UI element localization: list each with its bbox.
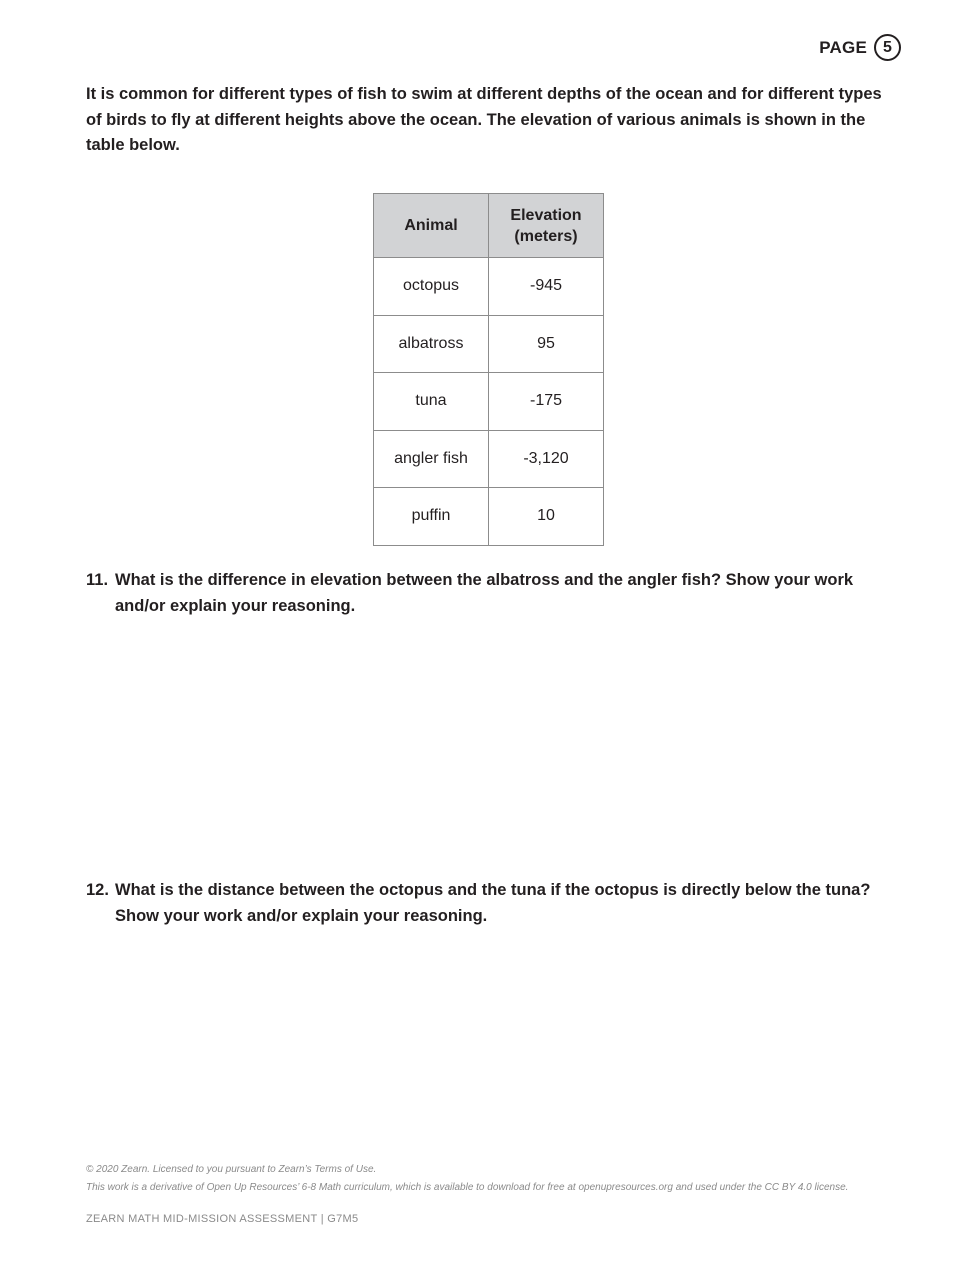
copyright-notice: © 2020 Zearn. Licensed to you pursuant to Zearn’s Terms of Use. <box>86 1164 377 1175</box>
page-footer: ZEARN MATH MID-MISSION ASSESSMENT | G7M5 <box>86 1213 359 1225</box>
question-number: 11. <box>86 571 109 589</box>
elevation-cell: 95 <box>489 315 604 373</box>
animal-cell: puffin <box>374 488 489 546</box>
table-row <box>374 430 604 488</box>
animal-cell: octopus <box>374 258 489 316</box>
header-elevation-line2: (meters) <box>514 227 578 245</box>
elevation-table <box>373 193 604 546</box>
header-elevation-line1: Elevation <box>510 206 582 224</box>
table-header-row <box>374 194 604 258</box>
elevation-cell: -175 <box>489 373 604 431</box>
table-row <box>374 258 604 316</box>
elevation-cell: -945 <box>489 258 604 316</box>
animal-cell: albatross <box>374 315 489 373</box>
table-row <box>374 373 604 431</box>
header-elevation <box>489 194 604 258</box>
elevation-cell: 10 <box>489 488 604 546</box>
question-text: What is the distance between the octopus and the tuna if the octopus is directly below the tuna? Show your work and/or explain your reasoning. <box>115 881 871 925</box>
animal-cell: tuna <box>374 373 489 431</box>
question-12 <box>86 878 896 929</box>
page-number <box>819 34 901 61</box>
question-11 <box>86 568 896 619</box>
table-row <box>374 488 604 546</box>
question-text: What is the difference in elevation between the albatross and the angler fish? Show your work and/or explain your reasoning. <box>115 571 854 615</box>
animal-cell: angler fish <box>374 430 489 488</box>
question-number: 12. <box>86 881 109 899</box>
table-row <box>374 315 604 373</box>
header-animal: Animal <box>374 194 489 258</box>
intro-paragraph: It is common for different types of fish to swim at different depths of the ocean and for different types of birds to fly at different heights above the ocean. The elevation of various animals is shown in the table below. <box>86 85 882 154</box>
page-number-circle: 5 <box>874 34 901 61</box>
elevation-cell: -3,120 <box>489 430 604 488</box>
page-label: PAGE <box>819 37 867 57</box>
license-notice: This work is a derivative of Open Up Resources’ 6-8 Math curriculum, which is available to download for free at openupresources.org and used under the CC BY 4.0 license. <box>86 1182 849 1193</box>
